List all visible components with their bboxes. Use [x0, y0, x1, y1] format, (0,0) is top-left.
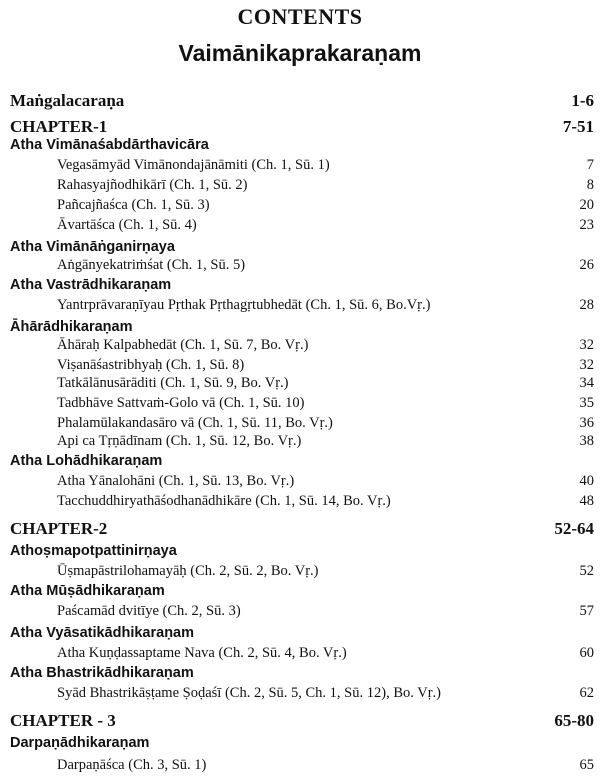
toc-entry [0, 645, 600, 667]
toc-entry-title: Vegasāmyād Vimānondajānāmiti (Ch. 1, Sū. 1) [57, 157, 330, 173]
toc-entry-title: CHAPTER-1 [10, 117, 108, 136]
toc-entry-title: Athoṣmapotpattinirṇaya [10, 543, 177, 559]
toc-entry [0, 603, 600, 625]
toc-entry [0, 563, 600, 585]
toc-entry-title: Yantrprāvaraṇīyau Pṛthak Pṛthagṛtubhedāt (Ch. 1, Sū. 6, Bo.Vṛ.) [57, 297, 431, 313]
toc-page-number: 65 [579, 757, 594, 773]
toc-entry-title: CHAPTER-2 [10, 519, 108, 538]
toc-page-number: 52-64 [554, 519, 594, 538]
section-heading [0, 137, 600, 159]
toc-entry-title: Atha Bhastrikādhikaraṇam [10, 665, 194, 681]
toc-entry-title: Atha Lohādhikaraṇam [10, 453, 163, 469]
section-heading [0, 453, 600, 475]
toc-entry-title: Rahasyajñodhikārī (Ch. 1, Sū. 2) [57, 177, 248, 193]
toc-entry-title: Darpaṇādhikaraṇam [10, 735, 150, 751]
toc-entry-title: Paścamād dvitīye (Ch. 2, Sū. 3) [57, 603, 241, 619]
toc-page-number: 57 [579, 603, 594, 619]
toc-entry [0, 757, 600, 779]
toc-entry-title: Atha Vastrādhikaraṇam [10, 277, 172, 293]
toc-page-number: 52 [579, 563, 594, 579]
section-heading [0, 543, 600, 565]
toc-entry-title: Viṣanāśastribhyaḥ (Ch. 1, Sū. 8) [57, 357, 245, 373]
toc-entry-title: Āhārādhikaraṇam [10, 319, 133, 335]
toc-entry-title: Maṅgalacaraṇa [10, 91, 125, 110]
toc-entry-title: Pañcajñaśca (Ch. 1, Sū. 3) [57, 197, 210, 213]
toc-entry-title: Tatkālānusārāditi (Ch. 1, Sū. 9, Bo. Vṛ.) [57, 375, 289, 391]
toc-entry-title: Ūṣmapāstrilohamayāḥ (Ch. 2, Sū. 2, Bo. Vṛ.) [57, 563, 319, 579]
chapter-heading [0, 519, 600, 541]
page-title: CONTENTS [237, 4, 363, 29]
chapter-heading [0, 91, 600, 113]
toc-entry [0, 257, 600, 279]
toc-page-number: 48 [579, 493, 594, 509]
toc-entry [0, 197, 600, 219]
toc-page-number: 7 [586, 157, 594, 173]
toc-entry-title: Api ca Tṛṇādīnam (Ch. 1, Sū. 12, Bo. Vṛ.) [57, 433, 302, 449]
toc-entry-title: Atha Mūṣādhikaraṇam [10, 583, 165, 599]
book-subtitle: Vaimānikaprakaraṇam [178, 40, 422, 66]
toc-entry [0, 337, 600, 359]
toc-page-number: 36 [579, 415, 594, 431]
toc-entry [0, 157, 600, 179]
toc-entry-title: Phalamūlakandasāro vā (Ch. 1, Sū. 11, Bo. Vṛ.) [57, 415, 333, 431]
toc-page-number: 28 [579, 297, 594, 313]
toc-page-number: 38 [579, 433, 594, 449]
section-heading [0, 625, 600, 647]
toc-entry-title: Atha Kuṇḍassaptame Nava (Ch. 2, Sū. 4, Bo. Vṛ.) [57, 645, 347, 661]
section-heading [0, 735, 600, 757]
chapter-heading [0, 117, 600, 139]
toc-page-number: 32 [579, 357, 594, 373]
toc-entry [0, 395, 600, 417]
toc-entry-title: Atha Vyāsatikādhikaraṇam [10, 625, 195, 641]
toc-entry-title: Atha Vimānāṅganirṇaya [10, 239, 175, 255]
toc-page-number: 7-51 [562, 117, 594, 136]
toc-entry-title: CHAPTER - 3 [10, 711, 116, 730]
toc-entry [0, 375, 600, 397]
section-heading [0, 583, 600, 605]
toc-page-number: 62 [579, 685, 594, 701]
toc-entry [0, 473, 600, 495]
toc-entry-title: Darpaṇāśca (Ch. 3, Sū. 1) [57, 757, 207, 773]
toc-entry-title: Āvartāśca (Ch. 1, Sū. 4) [57, 217, 197, 233]
toc-entry [0, 217, 600, 239]
toc-entry-title: Aṅgānyekatriṁśat (Ch. 1, Sū. 5) [57, 257, 246, 273]
toc-page-number: 1-6 [571, 91, 594, 110]
toc-entry-title: Āhāraḥ Kalpabhedāt (Ch. 1, Sū. 7, Bo. Vṛ.) [57, 337, 309, 353]
toc-page-number: 35 [579, 395, 594, 411]
toc-entry [0, 685, 600, 707]
chapter-heading [0, 711, 600, 733]
toc-page-number: 65-80 [554, 711, 594, 730]
toc-page-number: 32 [579, 337, 594, 353]
section-heading [0, 277, 600, 299]
toc-page-number: 60 [579, 645, 594, 661]
section-heading [0, 665, 600, 687]
toc-page-number: 23 [579, 217, 594, 233]
toc-entry [0, 297, 600, 319]
toc-entry-title: Tadbhāve Sattvaṁ-Golo vā (Ch. 1, Sū. 10) [57, 395, 305, 411]
toc-page-number: 26 [579, 257, 594, 273]
toc-entry-title: Tacchuddhiryathāśodhanādhikāre (Ch. 1, Sū. 14, Bo. Vṛ.) [57, 493, 391, 509]
toc-entry-title: Syād Bhastrikāṣṭame Ṣoḍaśī (Ch. 2, Sū. 5, Ch. 1, Sū. 12), Bo. Vṛ.) [57, 685, 441, 701]
toc-entry-title: Atha Yānalohāni (Ch. 1, Sū. 13, Bo. Vṛ.) [57, 473, 295, 489]
toc-page-number: 8 [586, 177, 594, 193]
toc-page-number: 20 [579, 197, 594, 213]
toc-page-number: 34 [579, 375, 594, 391]
toc-entry [0, 177, 600, 199]
toc-entry [0, 433, 600, 455]
toc-entry [0, 493, 600, 515]
toc-entry-title: Atha Vimānaśabdārthavicāra [10, 137, 209, 153]
toc-page-number: 40 [579, 473, 594, 489]
